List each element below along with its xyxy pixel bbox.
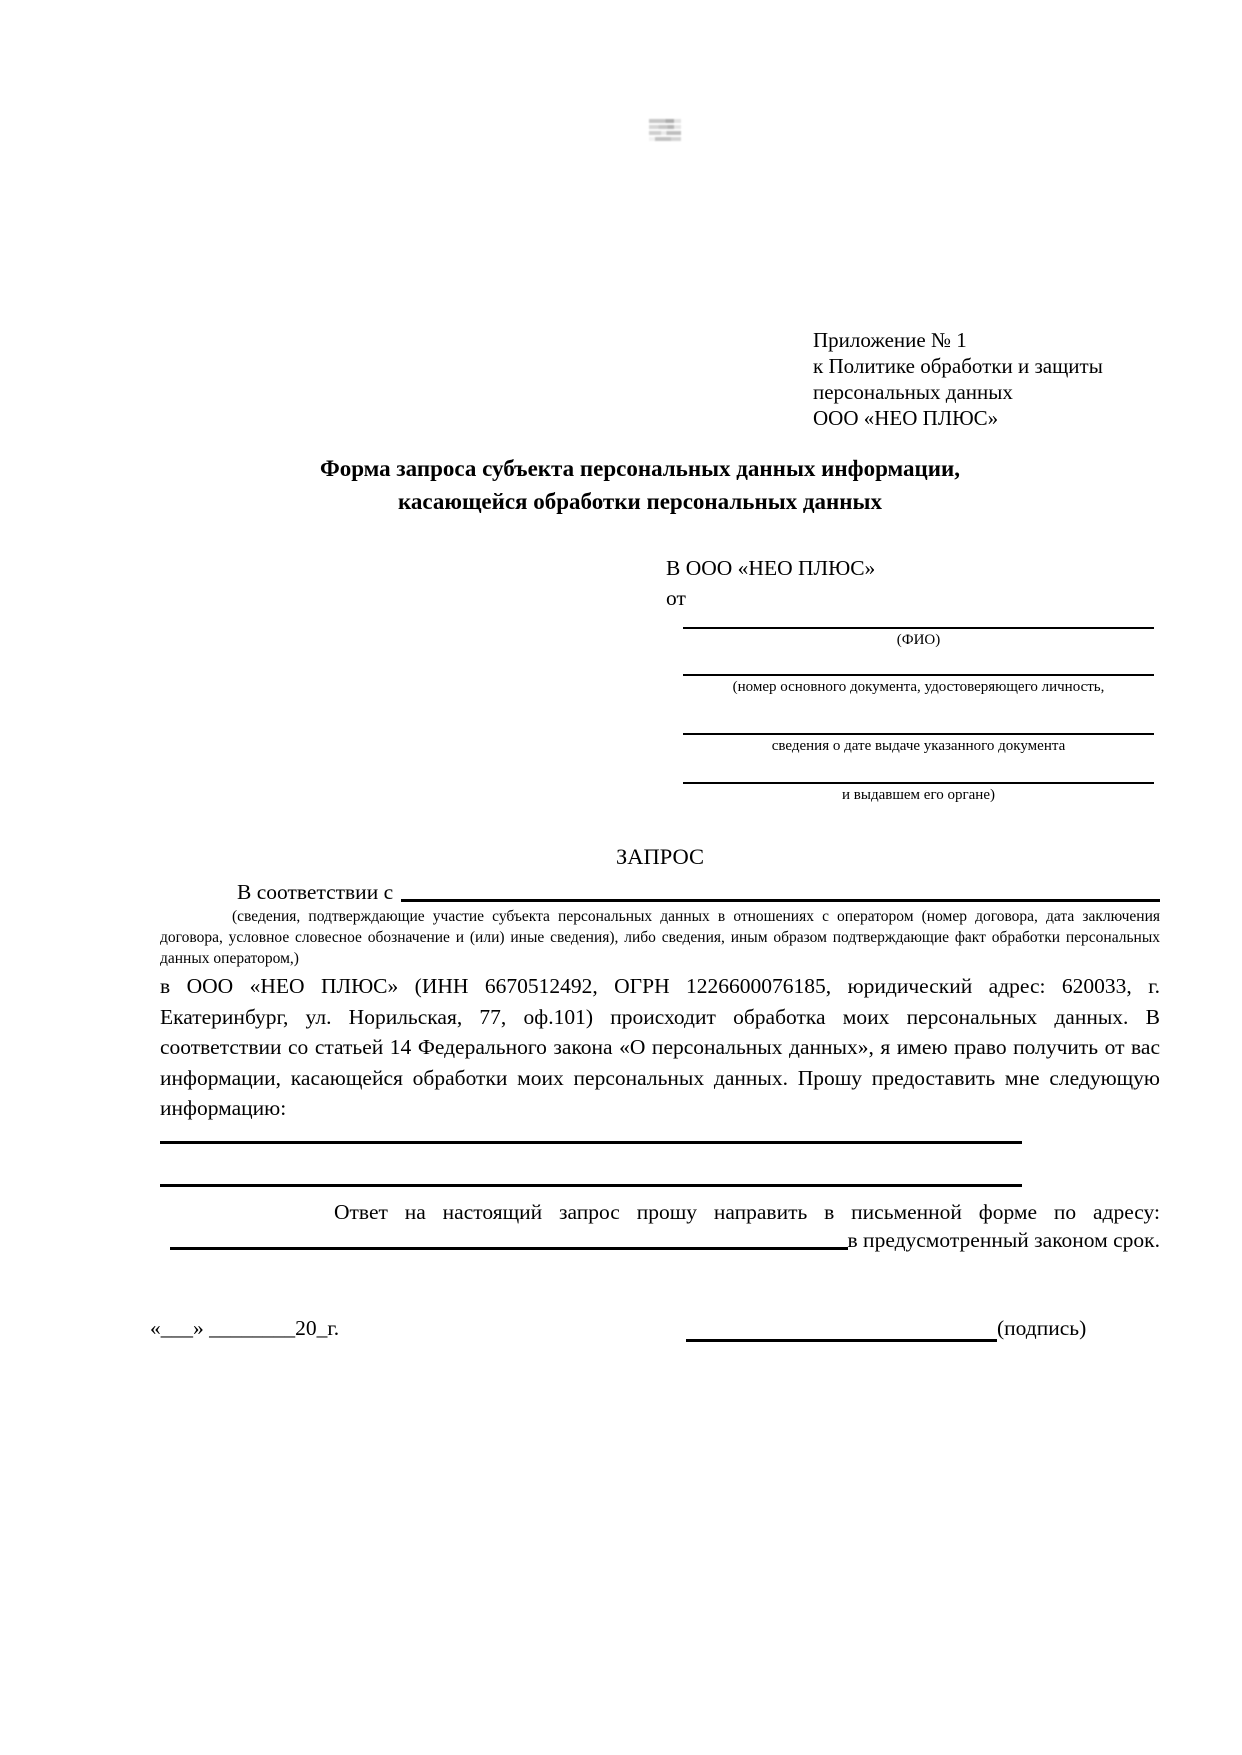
appendix-block (813, 327, 1103, 431)
answer-instruction: Ответ на настоящий запрос прошу направить в письменной форме по адресу: (334, 1200, 1160, 1224)
doc-issuer-blank-line (683, 782, 1154, 784)
form-title (140, 452, 1140, 518)
fio-blank-line (683, 627, 1154, 629)
appendix-line: Приложение № 1 (813, 328, 967, 352)
signature-label: (подпись) (997, 1316, 1087, 1340)
appendix-line: персональных данных (813, 380, 1013, 404)
doc-issuer-field (683, 782, 1154, 805)
faded-logo-icon (649, 119, 681, 143)
answer-suffix: в предусмотренный законом срок. (847, 1228, 1160, 1252)
form-title-line2: касающейся обработки персональных данных (397, 489, 883, 514)
addressee-to: В ООО «НЕО ПЛЮС» (666, 556, 876, 580)
address-blank-line (170, 1247, 848, 1250)
signature-row (686, 1314, 1086, 1342)
appendix-line: ООО «НЕО ПЛЮС» (813, 406, 999, 430)
signature-blank-line (686, 1317, 997, 1342)
body-paragraph: в ООО «НЕО ПЛЮС» (ИНН 6670512492, ОГРН 1226600076185, юридический адрес: 620033, г. Екатеринбург, ул. Норильская, 77, оф.101) происходит обработка моих персональных данных. В соответствии со статьей 14 Федерального закона «О персональных данных», я имею право получить от вас информации, касающейся обработки моих персональных данных. Прошу предоставить мне следующую информацию: (160, 974, 1160, 1120)
intro-prefix: В соответствии с (237, 880, 394, 904)
info-blank-line-2 (160, 1184, 1022, 1187)
footnote-text: (сведения, подтверждающие участие субъекта персональных данных в отношениях с оператором (номер договора, дата заключения договора, условное словесное обозначение и (или) иные сведения), либо сведения, иным образом подтверждающие факт обработки персональных данных оператором,) (160, 908, 1160, 967)
doc-number-field-label: (номер основного документа, удостоверяющего личность, (732, 679, 1105, 695)
fio-field (683, 627, 1154, 650)
appendix-line: к Политике обработки и защиты (813, 354, 1103, 378)
doc-number-field (683, 674, 1154, 697)
intro-blank-line (401, 899, 1160, 902)
info-blank-line-1 (160, 1141, 1022, 1144)
request-heading: ЗАПРОС (615, 844, 705, 869)
addressee-block (666, 553, 875, 613)
addressee-from-label: от (666, 586, 686, 610)
doc-date-blank-line (683, 733, 1154, 735)
fio-field-label: (ФИО) (896, 632, 941, 648)
doc-date-field-label: сведения о дате выдаче указанного документа (771, 738, 1066, 754)
doc-issuer-field-label: и выдавшем его органе) (842, 787, 995, 803)
doc-date-field (683, 733, 1154, 756)
date-blank: «___» ________20_г. (150, 1316, 340, 1340)
intro-row (160, 878, 1160, 906)
doc-number-blank-line (683, 674, 1154, 676)
form-title-line1: Форма запроса субъекта персональных данных информации, (319, 456, 961, 481)
answer-address-row (170, 1226, 1160, 1254)
